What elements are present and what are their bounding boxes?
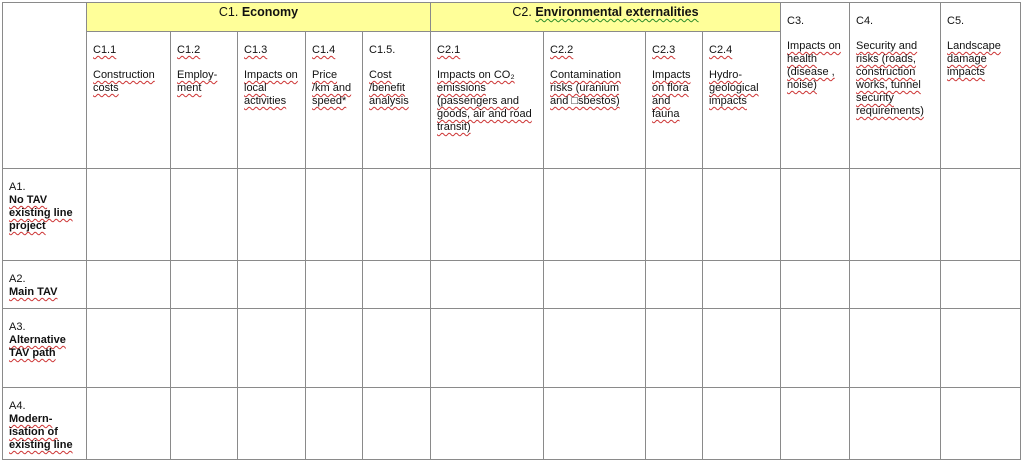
matrix-cell bbox=[646, 388, 703, 460]
matrix-cell bbox=[363, 169, 431, 261]
matrix-cell bbox=[941, 261, 1021, 309]
matrix-cell bbox=[781, 309, 850, 388]
matrix-cell bbox=[544, 169, 646, 261]
corner-cell bbox=[3, 3, 87, 169]
criterion-c3: C3. Impacts on health (disease , noise) bbox=[781, 3, 850, 169]
matrix-cell bbox=[431, 169, 544, 261]
matrix-cell bbox=[363, 388, 431, 460]
table-row bbox=[3, 388, 1021, 460]
criteria-matrix bbox=[2, 2, 1021, 460]
matrix-cell bbox=[171, 388, 238, 460]
matrix-cell bbox=[431, 388, 544, 460]
group-header-environmental: C2. Environmental externalities bbox=[431, 3, 781, 32]
criterion-c2-4: C2.4 Hydro-geological impacts bbox=[703, 32, 781, 169]
matrix-cell bbox=[703, 261, 781, 309]
alternative-a3: A3. Alternative TAV path bbox=[3, 309, 87, 388]
criterion-c1-2: C1.2 Employ-ment bbox=[171, 32, 238, 169]
matrix-cell bbox=[850, 388, 941, 460]
matrix-cell bbox=[544, 261, 646, 309]
matrix-cell bbox=[363, 309, 431, 388]
matrix-cell bbox=[703, 309, 781, 388]
matrix-cell bbox=[781, 388, 850, 460]
criterion-c4: C4. Security and risks (roads, construction works, tunnel security requirements) bbox=[850, 3, 941, 169]
alternative-a1: A1. No TAV existing line project bbox=[3, 169, 87, 261]
matrix-cell bbox=[171, 169, 238, 261]
table-row bbox=[3, 309, 1021, 388]
matrix-cell bbox=[941, 169, 1021, 261]
matrix-cell bbox=[171, 261, 238, 309]
matrix-cell bbox=[703, 388, 781, 460]
matrix-cell bbox=[306, 309, 363, 388]
matrix-cell bbox=[646, 309, 703, 388]
criterion-c5: C5. Landscape damage impacts bbox=[941, 3, 1021, 169]
table-row bbox=[3, 261, 1021, 309]
matrix-cell bbox=[306, 261, 363, 309]
matrix-cell bbox=[87, 261, 171, 309]
matrix-cell bbox=[781, 261, 850, 309]
matrix-cell bbox=[941, 388, 1021, 460]
matrix-cell bbox=[171, 309, 238, 388]
matrix-cell bbox=[544, 388, 646, 460]
matrix-cell bbox=[87, 309, 171, 388]
criterion-c2-3: C2.3 Impacts on flora and fauna bbox=[646, 32, 703, 169]
criterion-c2-2: C2.2 Contamination risks (uranium and □sbestos) bbox=[544, 32, 646, 169]
matrix-cell bbox=[87, 169, 171, 261]
matrix-cell bbox=[306, 169, 363, 261]
matrix-cell bbox=[544, 309, 646, 388]
criterion-c1-1: C1.1 Construction costs bbox=[87, 32, 171, 169]
matrix-cell bbox=[238, 388, 306, 460]
matrix-cell bbox=[646, 261, 703, 309]
matrix-cell bbox=[646, 169, 703, 261]
group-header-economy: C1. Economy bbox=[87, 3, 431, 32]
matrix-cell bbox=[850, 169, 941, 261]
table-row bbox=[3, 169, 1021, 261]
criterion-c1-5: C1.5. Cost /benefit analysis bbox=[363, 32, 431, 169]
criterion-c1-4: C1.4 Price /km and speed* bbox=[306, 32, 363, 169]
alternative-a2: A2. Main TAV bbox=[3, 261, 87, 309]
criterion-c1-3: C1.3 Impacts on local activities bbox=[238, 32, 306, 169]
matrix-cell bbox=[431, 261, 544, 309]
criterion-c2-1: C2.1 Impacts on CO₂ emissions (passengers and goods, air and road transit) bbox=[431, 32, 544, 169]
matrix-cell bbox=[431, 309, 544, 388]
matrix-cell bbox=[941, 309, 1021, 388]
matrix-cell bbox=[850, 261, 941, 309]
matrix-cell bbox=[238, 169, 306, 261]
matrix-cell bbox=[781, 169, 850, 261]
matrix-cell bbox=[238, 309, 306, 388]
matrix-cell bbox=[703, 169, 781, 261]
matrix-cell bbox=[850, 309, 941, 388]
alternative-a4: A4. Modern-isation of existing line bbox=[3, 388, 87, 460]
matrix-cell bbox=[306, 388, 363, 460]
matrix-table bbox=[2, 2, 1021, 460]
matrix-cell bbox=[87, 388, 171, 460]
matrix-cell bbox=[238, 261, 306, 309]
matrix-cell bbox=[363, 261, 431, 309]
